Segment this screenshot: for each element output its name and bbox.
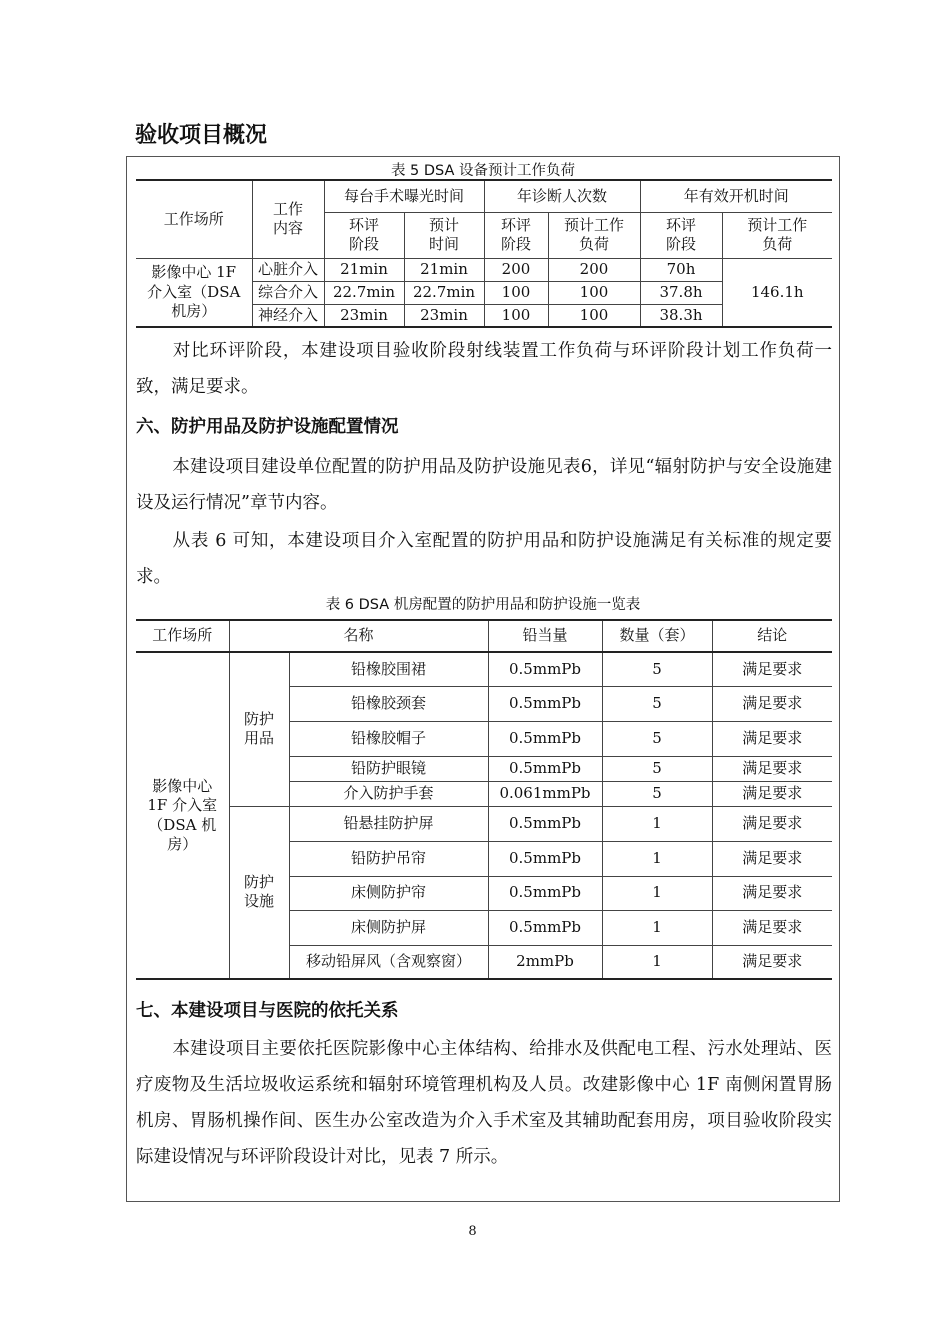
t5-cell: 70h bbox=[640, 258, 722, 281]
t5-cell: 21min bbox=[404, 258, 484, 281]
t6-lead: 0.5mmPb bbox=[488, 652, 602, 686]
paragraph-dependency-text: 本建设项目主要依托医院影像中心主体结构、给排水及供配电工程、污水处理站、医疗废物及生活垃圾收运系统和辐射环境管理机构及人员。改建影像中心 1F 南侧闲置胃肠机房、胃肠机操作间、医生办公室改造为介入手术室及其辅助配套用房，项目验收阶段实际建设情况与环评阶段设计对比，见表 7 所示。 bbox=[136, 1039, 832, 1167]
t6-result: 满足要求 bbox=[712, 945, 832, 979]
t6-lead: 0.5mmPb bbox=[488, 756, 602, 781]
paragraph-protection-config bbox=[136, 449, 832, 521]
t6-name: 铅橡胶帽子 bbox=[289, 721, 488, 756]
t6-name: 床侧防护帘 bbox=[289, 876, 488, 910]
t6-lead: 0.5mmPb bbox=[488, 806, 602, 841]
t6-lead: 0.5mmPb bbox=[488, 876, 602, 910]
t5-cell: 100 bbox=[548, 281, 640, 304]
t5-header-diagnosis: 年诊断人次数 bbox=[484, 180, 640, 212]
t5-header-exposure: 每台手术曝光时间 bbox=[324, 180, 484, 212]
page-heading: 验收项目概况 bbox=[135, 123, 268, 148]
t6-result: 满足要求 bbox=[712, 841, 832, 876]
t6-qty: 1 bbox=[602, 841, 712, 876]
t5-cell: 23min bbox=[324, 304, 404, 327]
t6-name: 铅防护吊帘 bbox=[289, 841, 488, 876]
t6-qty: 1 bbox=[602, 876, 712, 910]
t5-machine-pred: 146.1h bbox=[722, 258, 832, 327]
t6-result: 满足要求 bbox=[712, 781, 832, 806]
t5-cell: 23min bbox=[404, 304, 484, 327]
t6-header-qty: 数量（套） bbox=[602, 620, 712, 652]
t5-cell: 200 bbox=[548, 258, 640, 281]
t6-qty: 1 bbox=[602, 910, 712, 945]
t5-work: 综合介入 bbox=[252, 281, 324, 304]
t6-lead: 0.5mmPb bbox=[488, 686, 602, 721]
t6-qty: 1 bbox=[602, 806, 712, 841]
t5-cell: 38.3h bbox=[640, 304, 722, 327]
t6-name: 铅悬挂防护屏 bbox=[289, 806, 488, 841]
t6-result: 满足要求 bbox=[712, 876, 832, 910]
section-7-heading: 七、本建设项目与医院的依托关系 bbox=[136, 1001, 399, 1021]
t6-place: 影像中心 1F 介入室 （DSA 机 房） bbox=[136, 652, 229, 979]
t6-lead: 2mmPb bbox=[488, 945, 602, 979]
t5-sub-pred-time: 预计 时间 bbox=[404, 212, 484, 258]
section-6-heading: 六、防护用品及防护设施配置情况 bbox=[136, 417, 399, 437]
t5-sub-env2: 环评 阶段 bbox=[484, 212, 548, 258]
t6-result: 满足要求 bbox=[712, 910, 832, 945]
t5-sub-env3: 环评 阶段 bbox=[640, 212, 722, 258]
t6-lead: 0.5mmPb bbox=[488, 721, 602, 756]
t5-cell: 100 bbox=[484, 304, 548, 327]
t6-result: 满足要求 bbox=[712, 806, 832, 841]
page-number: 8 bbox=[468, 1224, 477, 1239]
t5-work: 神经介入 bbox=[252, 304, 324, 327]
t6-name: 移动铅屏风（含观察窗） bbox=[289, 945, 488, 979]
t5-work: 心脏介入 bbox=[252, 258, 324, 281]
t6-lead: 0.5mmPb bbox=[488, 910, 602, 945]
t5-header-place: 工作场所 bbox=[136, 180, 252, 258]
t5-header-work: 工作 内容 bbox=[252, 180, 324, 258]
t5-header-machine-time: 年有效开机时间 bbox=[640, 180, 832, 212]
t6-header-name: 名称 bbox=[229, 620, 488, 652]
t6-name: 铅橡胶颈套 bbox=[289, 686, 488, 721]
t6-name: 铅防护眼镜 bbox=[289, 756, 488, 781]
paragraph-table6-intro bbox=[136, 523, 832, 595]
table5-workload bbox=[136, 179, 832, 328]
t6-qty: 5 bbox=[602, 781, 712, 806]
t6-qty: 5 bbox=[602, 686, 712, 721]
t5-cell: 21min bbox=[324, 258, 404, 281]
t6-header-lead: 铅当量 bbox=[488, 620, 602, 652]
paragraph-table6-intro-text: 从表 6 可知，本建设项目介入室配置的防护用品和防护设施满足有关标准的规定要求。 bbox=[136, 531, 832, 587]
t6-header-result: 结论 bbox=[712, 620, 832, 652]
t6-qty: 5 bbox=[602, 652, 712, 686]
t6-header-place: 工作场所 bbox=[136, 620, 229, 652]
t5-sub-env: 环评 阶段 bbox=[324, 212, 404, 258]
t6-name: 床侧防护屏 bbox=[289, 910, 488, 945]
t6-group-facilities: 防护 设施 bbox=[229, 806, 289, 979]
t6-result: 满足要求 bbox=[712, 686, 832, 721]
t6-group-supplies: 防护 用品 bbox=[229, 652, 289, 806]
t5-cell: 200 bbox=[484, 258, 548, 281]
t5-cell: 37.8h bbox=[640, 281, 722, 304]
t6-lead: 0.5mmPb bbox=[488, 841, 602, 876]
t6-qty: 5 bbox=[602, 756, 712, 781]
t5-place: 影像中心 1F 介入室（DSA 机房） bbox=[136, 258, 252, 327]
table6-caption: 表 6 DSA 机房配置的防护用品和防护设施一览表 bbox=[325, 597, 641, 613]
t6-lead: 0.061mmPb bbox=[488, 781, 602, 806]
table6-protection bbox=[136, 619, 832, 980]
t6-name: 铅橡胶围裙 bbox=[289, 652, 488, 686]
t5-cell: 100 bbox=[484, 281, 548, 304]
t6-qty: 1 bbox=[602, 945, 712, 979]
t6-result: 满足要求 bbox=[712, 721, 832, 756]
t5-sub-pred-load2: 预计工作 负荷 bbox=[722, 212, 832, 258]
paragraph-comparison-text: 对比环评阶段，本建设项目验收阶段射线装置工作负荷与环评阶段计划工作负荷一致，满足要求。 bbox=[136, 341, 832, 397]
t5-cell: 22.7min bbox=[404, 281, 484, 304]
paragraph-protection-config-text: 本建设项目建设单位配置的防护用品及防护设施见表6，详见“辐射防护与安全设施建设及运行情况”章节内容。 bbox=[136, 457, 832, 513]
table5-caption: 表 5 DSA 设备预计工作负荷 bbox=[390, 163, 576, 179]
t5-cell: 22.7min bbox=[324, 281, 404, 304]
t5-cell: 100 bbox=[548, 304, 640, 327]
paragraph-comparison bbox=[136, 333, 832, 405]
t6-qty: 5 bbox=[602, 721, 712, 756]
paragraph-dependency bbox=[136, 1031, 832, 1175]
t5-sub-pred-load: 预计工作 负荷 bbox=[548, 212, 640, 258]
content-frame bbox=[126, 156, 840, 1202]
t6-result: 满足要求 bbox=[712, 652, 832, 686]
t6-name: 介入防护手套 bbox=[289, 781, 488, 806]
t6-result: 满足要求 bbox=[712, 756, 832, 781]
